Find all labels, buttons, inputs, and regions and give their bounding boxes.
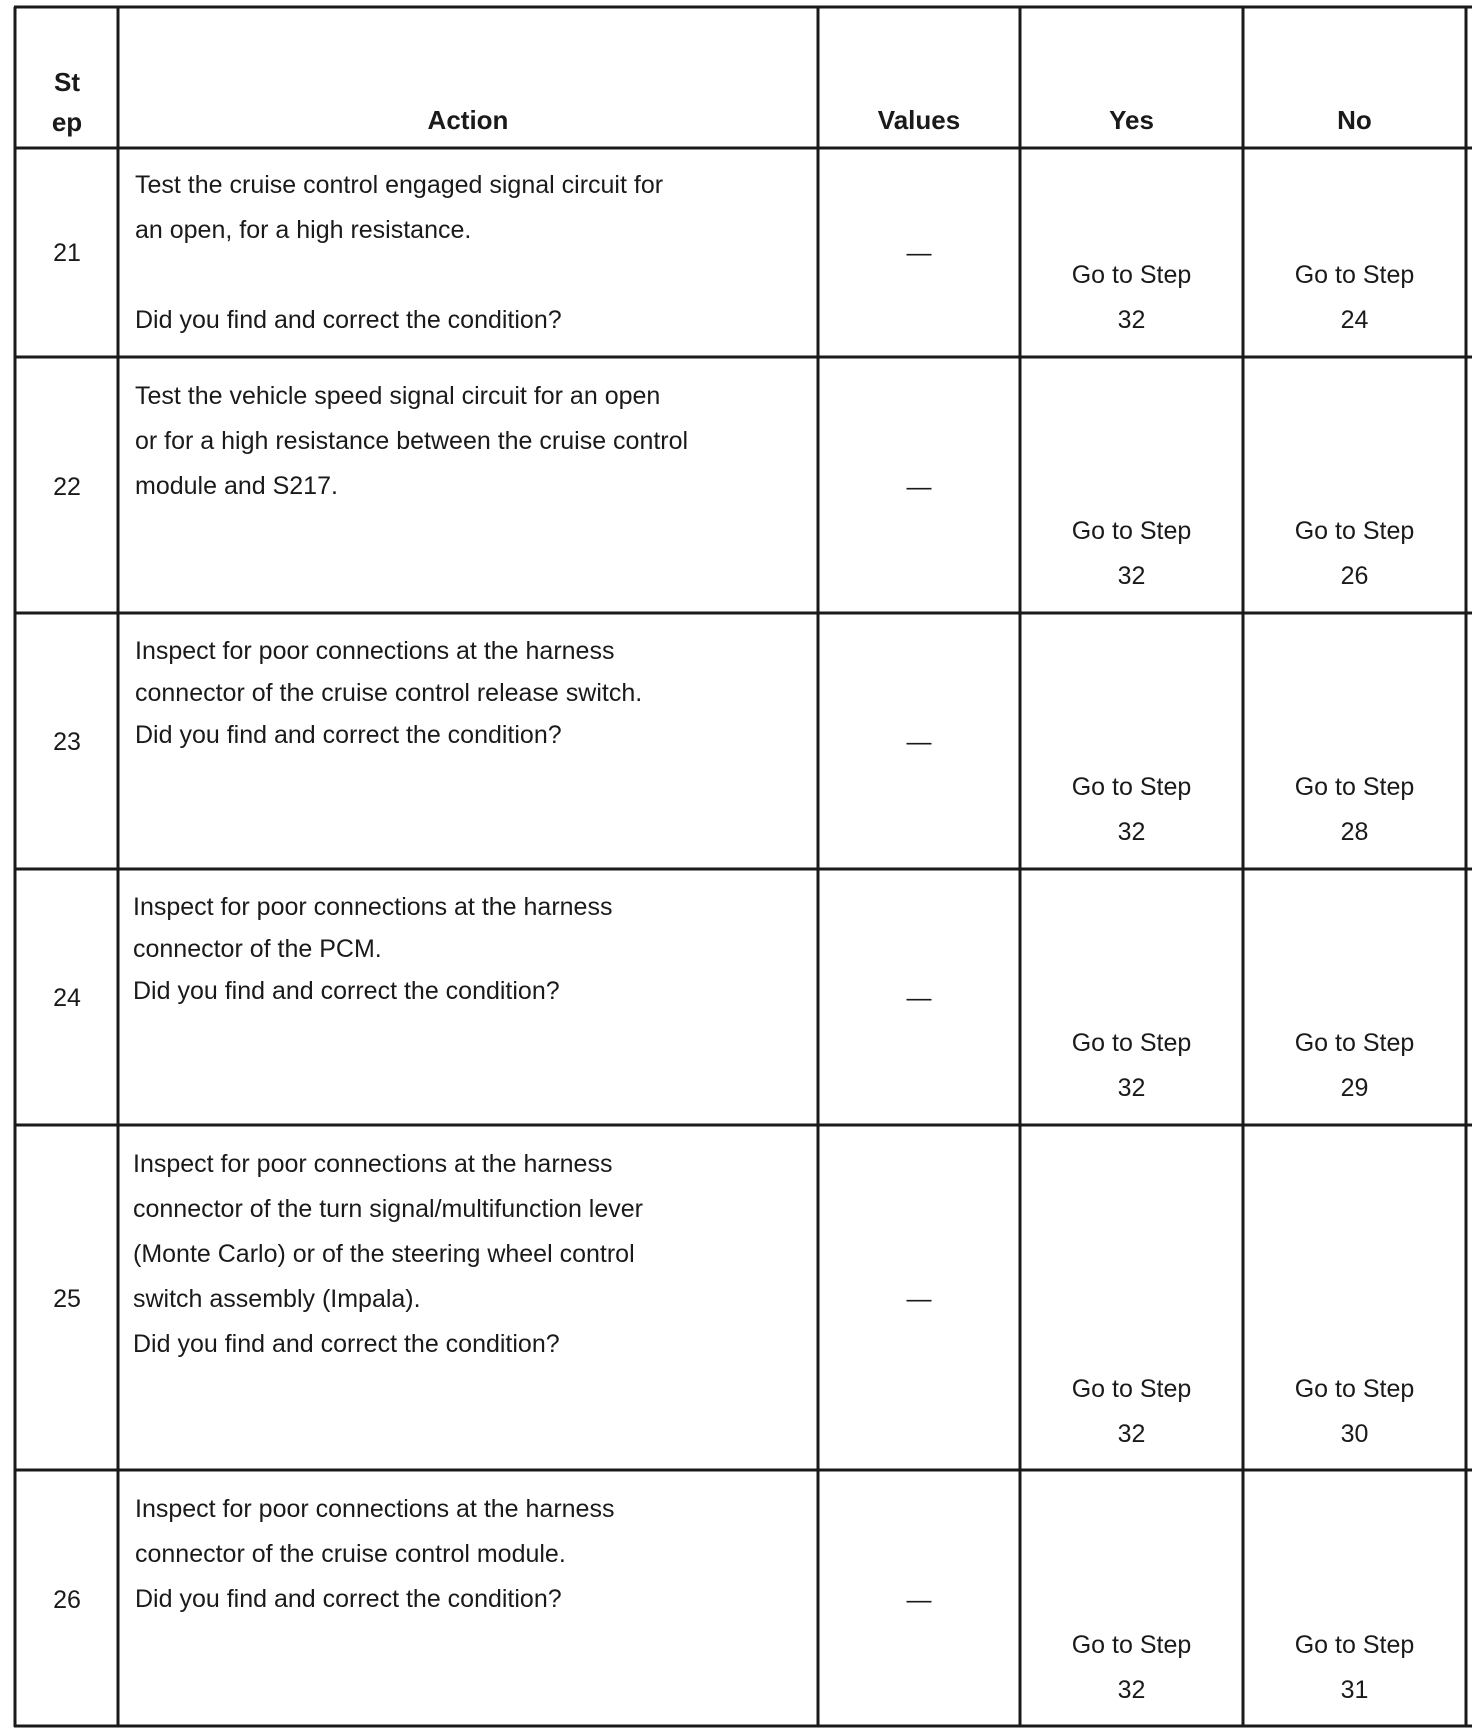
yes-link-label: Go to Step (1071, 1631, 1192, 1659)
yes-link[interactable] (1020, 1623, 1243, 1713)
yes-link[interactable] (1020, 1367, 1243, 1457)
step-number: 25 (53, 1285, 81, 1313)
no-link-label: Go to Step (1294, 261, 1415, 289)
no-link-label: Go to Step (1294, 1375, 1415, 1403)
value-dash: — (906, 728, 932, 756)
yes-link-step: 32 (1117, 562, 1146, 590)
yes-link-step: 32 (1117, 1420, 1146, 1448)
header-step (16, 62, 118, 142)
header-action: Action (427, 105, 509, 135)
no-link-label: Go to Step (1294, 1029, 1415, 1057)
no-link-step: 29 (1340, 1074, 1369, 1102)
no-link-step: 31 (1340, 1676, 1369, 1704)
step-number: 21 (53, 239, 81, 267)
no-link[interactable] (1243, 765, 1466, 855)
value-dash: — (906, 239, 932, 267)
yes-link-label: Go to Step (1071, 1029, 1192, 1057)
no-link-step: 26 (1340, 562, 1369, 590)
value-dash: — (906, 984, 932, 1012)
header-no: No (1337, 105, 1372, 135)
header-yes: Yes (1109, 105, 1154, 135)
yes-link-step: 32 (1117, 306, 1146, 334)
no-link[interactable] (1243, 253, 1466, 343)
yes-link-step: 32 (1117, 1074, 1146, 1102)
no-link-step: 30 (1340, 1420, 1369, 1448)
no-link-step: 24 (1340, 306, 1369, 334)
yes-link-step: 32 (1117, 818, 1146, 846)
no-link-step: 28 (1340, 818, 1369, 846)
header-step-line2: ep (51, 107, 83, 137)
no-link[interactable] (1243, 1367, 1466, 1457)
header-values: Values (877, 105, 961, 135)
action-text: Test the cruise control engaged signal circuit for an open, for a high resistance. Did you find and correct the condition? (135, 171, 664, 334)
yes-link[interactable] (1020, 253, 1243, 343)
step-number: 22 (53, 473, 81, 501)
value-dash: — (906, 1285, 932, 1313)
no-link-label: Go to Step (1294, 517, 1415, 545)
value-dash: — (906, 473, 932, 501)
action-text: Inspect for poor connections at the harness connector of the turn signal/multifunction lever (Monte Carlo) or of the steering wheel control switch assembly (Impala). Did you find and correct the condition? (133, 1150, 643, 1358)
step-number: 23 (53, 728, 81, 756)
no-link[interactable] (1243, 1623, 1466, 1713)
no-link[interactable] (1243, 1021, 1466, 1111)
no-link[interactable] (1243, 509, 1466, 599)
yes-link[interactable] (1020, 1021, 1243, 1111)
yes-link-step: 32 (1117, 1676, 1146, 1704)
no-link-label: Go to Step (1294, 773, 1415, 801)
yes-link-label: Go to Step (1071, 517, 1192, 545)
action-text: Test the vehicle speed signal circuit for an open or for a high resistance between the cruise control module and S217. (135, 382, 689, 500)
step-number: 26 (53, 1586, 81, 1614)
value-dash: — (906, 1586, 932, 1614)
yes-link[interactable] (1020, 509, 1243, 599)
yes-link-label: Go to Step (1071, 1375, 1192, 1403)
action-text: Inspect for poor connections at the harness connector of the cruise control module. Did you find and correct the condition? (135, 1495, 615, 1613)
header-step-line1: St (54, 67, 80, 97)
yes-link-label: Go to Step (1071, 773, 1192, 801)
yes-link-label: Go to Step (1071, 261, 1192, 289)
step-number: 24 (53, 984, 81, 1012)
no-link-label: Go to Step (1294, 1631, 1415, 1659)
action-text: Inspect for poor connections at the harness connector of the PCM. Did you find and correct the condition? (133, 893, 613, 1005)
action-text: Inspect for poor connections at the harness connector of the cruise control release switch. Did you find and correct the condition? (135, 637, 643, 749)
yes-link[interactable] (1020, 765, 1243, 855)
